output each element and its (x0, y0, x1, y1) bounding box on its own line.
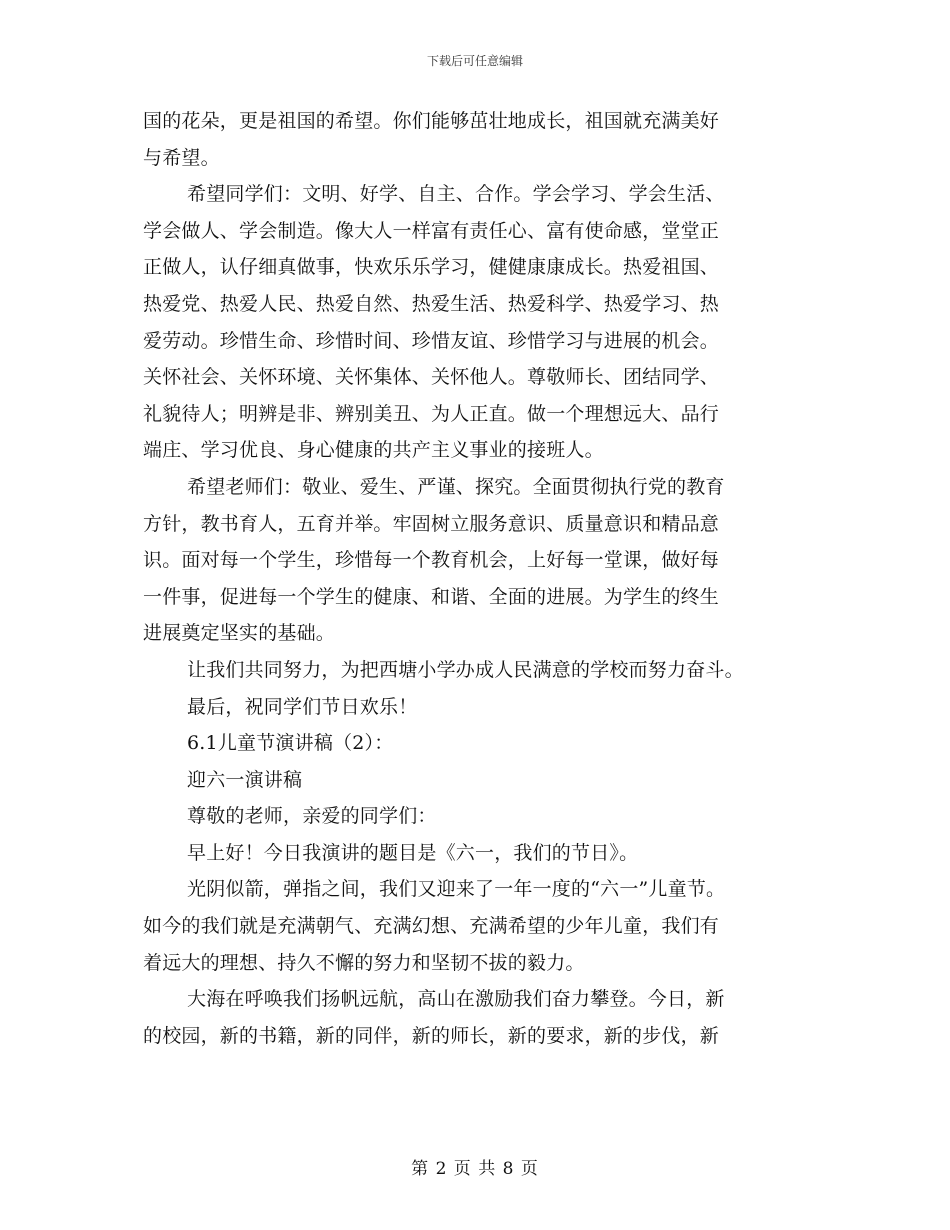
page-header: 下载后可任意编辑 (426, 54, 523, 68)
text-line: 识。面对每一个学生，珍惜每一个教育机会，上好每一堂课，做好每 (143, 549, 720, 572)
text-line: 6.1儿童节演讲稿（2）： (187, 732, 394, 755)
text-line: 正做人，认仔细真做事，快欢乐乐学习，健健康康成长。热爱祖国、 (143, 256, 720, 279)
text-line: 尊敬的老师，亲爱的同学们： (187, 805, 437, 828)
text-line: 进展奠定坚实的基础。 (143, 622, 336, 645)
text-line: 希望老师们：敬业、爱生、严谨、探究。全面贯彻执行党的教育 (187, 475, 725, 498)
page-footer: 第 2 页 共 8 页 (411, 1159, 539, 1179)
text-line: 国的花朵，更是祖国的希望。你们能够茁壮地成长，祖国就充满美好 (143, 110, 720, 132)
text-line: 大海在呼唤我们扬帆远航，高山在激励我们奋力攀登。今日，新 (187, 988, 725, 1011)
text-line: 礼貌待人；明辨是非、辨别美丑、为人正直。做一个理想远大、品行 (143, 402, 720, 425)
text-line: 爱劳动。珍惜生命、珍惜时间、珍惜友谊、珍惜学习与进展的机会。 (143, 329, 720, 352)
document-body (143, 103, 813, 1054)
text-line: 方针，教书育人，五育并举。牢固树立服务意识、质量意识和精品意 (143, 512, 720, 535)
text-line: 关怀社会、关怀环境、关怀集体、关怀他人。尊敬师长、团结同学、 (143, 366, 720, 389)
text-line: 最后，祝同学们节日欢乐！ (187, 695, 418, 718)
text-line: 早上好！今日我演讲的题目是《六一，我们的节日》。 (187, 841, 639, 864)
text-line: 一件事，促进每一个学生的健康、和谐、全面的进展。为学生的终生 (143, 585, 720, 608)
text-line: 光阴似箭，弹指之间，我们又迎来了一年一度的“六一”儿童节。 (187, 878, 726, 901)
text-line: 学会做人、学会制造。像大人一样富有责任心、富有使命感，堂堂正 (143, 219, 720, 242)
text-line: 如今的我们就是充满朝气、充满幻想、充满希望的少年儿童，我们有 (143, 915, 720, 938)
text-line: 着远大的理想、持久不懈的努力和坚韧不拔的毅力。 (143, 951, 585, 974)
text-line: 热爱党、热爱人民、热爱自然、热爱生活、热爱科学、热爱学习、热 (143, 292, 720, 315)
text-line: 端庄、学习优良、身心健康的共产主义事业的接班人。 (143, 439, 604, 462)
text-line: 迎六一演讲稿 (187, 768, 303, 791)
text-line: 希望同学们：文明、好学、自主、合作。学会学习、学会生活、 (187, 183, 725, 206)
text-line: 让我们共同努力，为把西塘小学办成人民满意的学校而努力奋斗。 (187, 658, 744, 681)
text-line: 与希望。 (143, 146, 220, 169)
text-line: 的校园，新的书籍，新的同伴，新的师长，新的要求，新的步伐，新 (143, 1024, 720, 1047)
